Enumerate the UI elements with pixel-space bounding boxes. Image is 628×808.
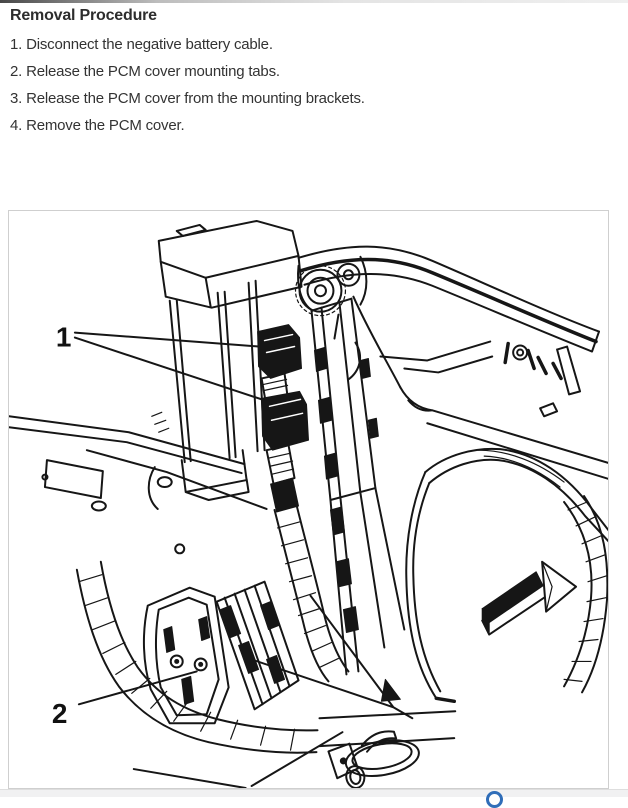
callout-2 xyxy=(52,671,197,729)
direction-arrow-icon xyxy=(482,562,576,635)
callout-1 xyxy=(56,322,265,401)
pcm-module xyxy=(217,582,299,710)
cowl-brace xyxy=(380,342,580,417)
procedure-steps-list xyxy=(10,31,620,139)
section-divider-rule xyxy=(0,0,628,3)
pcm-line-art xyxy=(9,211,608,788)
footer-circular-button[interactable] xyxy=(486,791,503,808)
harness-conduit-right xyxy=(564,496,607,692)
page-title: Removal Procedure xyxy=(10,7,157,24)
procedure-step-1: 1. Disconnect the negative battery cable. xyxy=(10,36,273,53)
callout-1-leader-lines xyxy=(75,333,265,401)
pcm-removal-diagram xyxy=(8,210,609,789)
procedure-step-4: 4. Remove the PCM cover. xyxy=(10,117,185,134)
hose-clamp xyxy=(327,726,423,788)
footer-bar xyxy=(0,789,628,797)
procedure-step-2: 2. Release the PCM cover mounting tabs. xyxy=(10,63,280,80)
pcm-electrical-connectors xyxy=(258,325,309,512)
callout-1-label: 1 xyxy=(55,321,72,353)
procedure-step-3: 3. Release the PCM cover from the mounting brackets. xyxy=(10,90,365,107)
callout-2-leader-line xyxy=(79,671,197,704)
callout-2-label: 2 xyxy=(51,698,68,730)
procedure-text-block xyxy=(10,4,620,139)
